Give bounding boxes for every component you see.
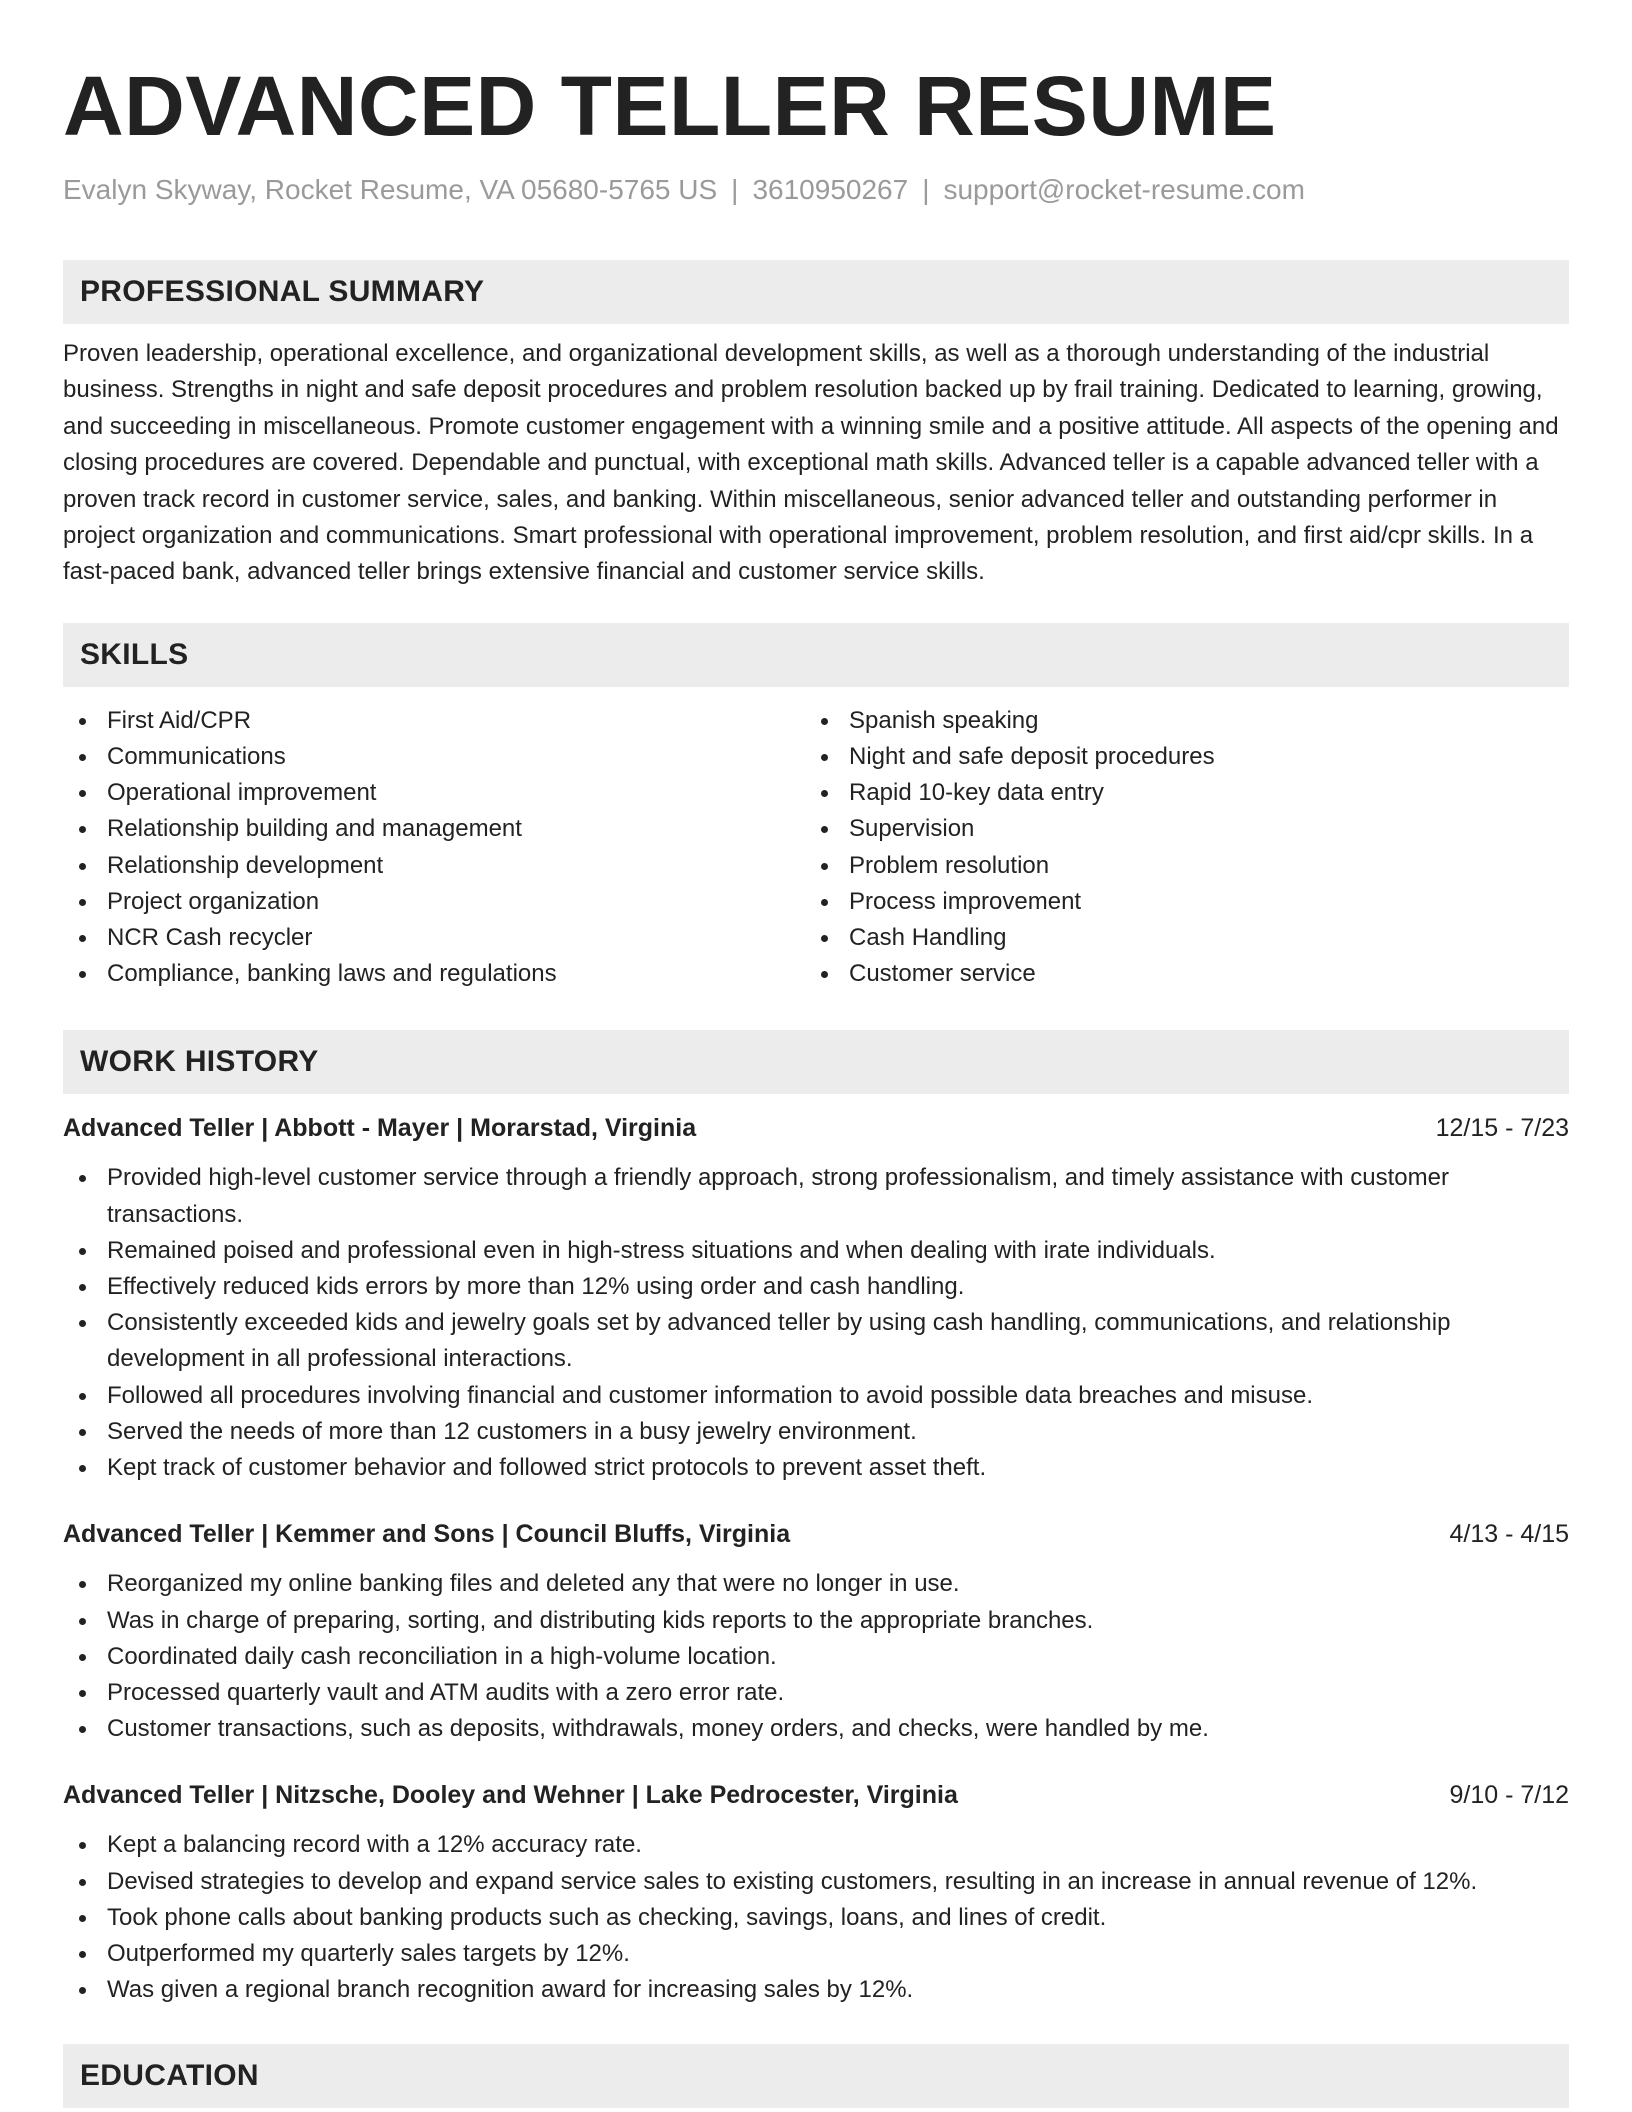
job-title: Advanced Teller | Nitzsche, Dooley and Wehner | Lake Pedrocester, Virginia: [63, 1781, 958, 1810]
job-title: Advanced Teller | Abbott - Mayer | Morarstad, Virginia: [63, 1114, 697, 1143]
skill-item: Cash Handling: [805, 920, 1547, 956]
job-header: [63, 1516, 1569, 1552]
job-entry: [63, 1777, 1569, 2008]
skill-item: Project organization: [63, 884, 805, 920]
job-bullet: Was given a regional branch recognition award for increasing sales by 12%.: [63, 1972, 1569, 2008]
skill-item: Supervision: [805, 811, 1547, 847]
job-bullet: Processed quarterly vault and ATM audits with a zero error rate.: [63, 1675, 1569, 1711]
skill-item: Compliance, banking laws and regulations: [63, 956, 805, 992]
skill-item: Operational improvement: [63, 775, 805, 811]
job-bullet: Kept a balancing record with a 12% accuracy rate.: [63, 1827, 1569, 1863]
job-bullet: Kept track of customer behavior and followed strict protocols to prevent asset theft.: [63, 1450, 1569, 1486]
contact-separator: |: [731, 174, 739, 205]
job-entry: [63, 1516, 1569, 1747]
section-header-summary: PROFESSIONAL SUMMARY: [63, 260, 1569, 324]
job-bullet: Was in charge of preparing, sorting, and distributing kids reports to the appropriate branches.: [63, 1603, 1569, 1639]
skill-item: Customer service: [805, 956, 1547, 992]
job-bullet: Coordinated daily cash reconciliation in a high-volume location.: [63, 1639, 1569, 1675]
section-header-skills: SKILLS: [63, 623, 1569, 687]
page-title: ADVANCED TELLER RESUME: [63, 59, 1277, 153]
section-header-education: EDUCATION: [63, 2044, 1569, 2108]
job-bullet: Customer transactions, such as deposits, withdrawals, money orders, and checks, were handled by me.: [63, 1711, 1569, 1747]
job-header: [63, 1110, 1569, 1146]
skill-item: Problem resolution: [805, 848, 1547, 884]
job-bullet: Consistently exceeded kids and jewelry goals set by advanced teller by using cash handling, communications, and relationship development in all professional interactions.: [63, 1305, 1569, 1377]
contact-line: [63, 172, 1569, 208]
job-dates: 4/13 - 4/15: [1449, 1520, 1569, 1549]
skill-item: Relationship development: [63, 848, 805, 884]
job-bullet: Devised strategies to develop and expand service sales to existing customers, resulting in an increase in annual revenue of 12%.: [63, 1864, 1569, 1900]
contact-address: Evalyn Skyway, Rocket Resume, VA 05680-5765 US: [63, 174, 718, 205]
job-bullet: Served the needs of more than 12 customers in a busy jewelry environment.: [63, 1414, 1569, 1450]
job-title: Advanced Teller | Kemmer and Sons | Council Bluffs, Virginia: [63, 1520, 791, 1549]
job-bullets: [63, 1160, 1569, 1486]
job-bullet: Followed all procedures involving financial and customer information to avoid possible data breaches and misuse.: [63, 1378, 1569, 1414]
skills-grid: [63, 703, 1569, 993]
skills-column-left: [63, 703, 805, 993]
summary-text: Proven leadership, operational excellence, and organizational development skills, as well as a thorough understanding of the industrial business. Strengths in night and safe deposit procedures and problem resolution backed up by frail training. Dedicated to learning, growing, and succeeding in miscellaneous. Promote customer engagement with a winning smile and a positive attitude. All aspects of the opening and closing procedures are covered. Dependable and punctual, with exceptional math skills. Advanced teller is a capable advanced teller with a proven track record in customer service, sales, and banking. Within miscellaneous, senior advanced teller and outstanding performer in project organization and communications. Smart professional with operational improvement, problem resolution, and first aid/cpr skills. In a fast-paced bank, advanced teller brings extensive financial and customer service skills.: [63, 340, 1559, 586]
skill-item: NCR Cash recycler: [63, 920, 805, 956]
skill-item: Relationship building and management: [63, 811, 805, 847]
job-bullets: [63, 1566, 1569, 1747]
contact-separator: |: [922, 174, 930, 205]
job-header: [63, 1777, 1569, 1813]
job-bullet: Took phone calls about banking products such as checking, savings, loans, and lines of credit.: [63, 1900, 1569, 1936]
job-entry: [63, 1110, 1569, 1486]
skill-item: Night and safe deposit procedures: [805, 739, 1547, 775]
section-header-work-history: WORK HISTORY: [63, 1030, 1569, 1094]
skill-item: Process improvement: [805, 884, 1547, 920]
job-bullets: [63, 1827, 1569, 2008]
skill-item: Rapid 10-key data entry: [805, 775, 1547, 811]
contact-phone: 3610950267: [752, 174, 909, 205]
skill-item: First Aid/CPR: [63, 703, 805, 739]
job-dates: 9/10 - 7/12: [1449, 1781, 1569, 1810]
job-bullet: Reorganized my online banking files and deleted any that were no longer in use.: [63, 1566, 1569, 1602]
skill-item: Spanish speaking: [805, 703, 1547, 739]
job-bullet: Remained poised and professional even in high-stress situations and when dealing with irate individuals.: [63, 1233, 1569, 1269]
job-bullet: Outperformed my quarterly sales targets by 12%.: [63, 1936, 1569, 1972]
skills-column-right: [805, 703, 1547, 993]
contact-email: support@rocket-resume.com: [943, 174, 1305, 205]
job-bullet: Provided high-level customer service through a friendly approach, strong professionalism, and timely assistance with customer transactions.: [63, 1160, 1569, 1232]
job-bullet: Effectively reduced kids errors by more than 12% using order and cash handling.: [63, 1269, 1569, 1305]
skill-item: Communications: [63, 739, 805, 775]
job-dates: 12/15 - 7/23: [1435, 1114, 1569, 1143]
